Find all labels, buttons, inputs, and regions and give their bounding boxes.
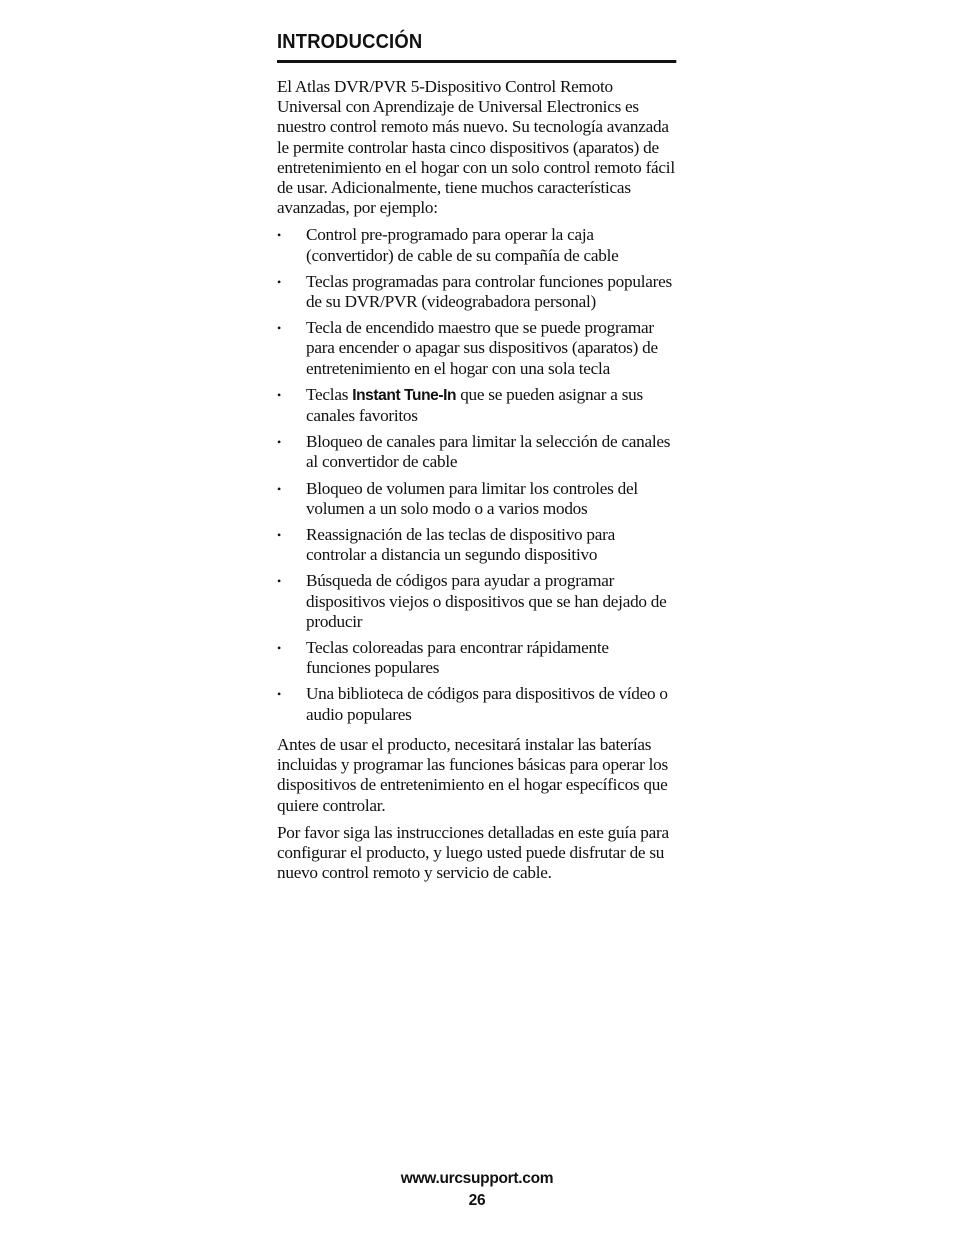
intro-paragraph: El Atlas DVR/PVR 5-Dispositivo Control Remoto Universal con Aprendizaje de Universal Electronics es nuestro control remoto más nuevo. Su tecnología avanzada le permite controlar hasta cinco dispositivos (aparatos) de entretenimiento en el hogar con un solo control remoto fácil de usar. Adicionalmente, tiene muchos características avanzadas, por ejemplo: [277,77,675,218]
page-content [277,28,677,883]
feature-text: Teclas programadas para controlar funciones populares de su DVR/PVR (videograbadora personal) [306,271,672,312]
bullet: • [277,387,281,402]
bullet: • [277,687,281,702]
bullet: • [277,435,281,450]
list-item [277,638,677,678]
bullet: • [277,528,281,543]
list-item [277,272,677,312]
instant-tune-in-label: Instant Tune-In [352,386,457,404]
list-item [277,318,677,379]
feature-text: Teclas coloreadas para encontrar rápidamente funciones populares [306,638,609,678]
feature-list [277,225,677,724]
list-item [277,225,677,265]
feature-text: Bloqueo de volumen para limitar los controles del volumen a un solo modo o a varios modos [306,478,638,518]
body-text [277,77,677,883]
bullet: • [277,641,281,656]
page-footer [0,1168,954,1212]
list-item [277,479,677,519]
footer-url: www.urcsupport.com [400,1170,554,1187]
bullet: • [277,321,281,336]
list-item [277,385,677,426]
list-item [277,571,677,632]
list-item [277,525,677,565]
bullet: • [277,481,281,496]
bullet: • [277,274,281,289]
bullet: • [277,228,281,243]
bullet: • [277,574,281,589]
list-item [277,684,677,724]
closing-paragraph-1: Antes de usar el producto, necesitará instalar las baterías incluidas y programar las funciones básicas para operar los dispositivos de entretenimiento en el hogar específicos que quiere controlar. [277,734,668,815]
feature-text: Tecla de encendido maestro que se puede programar para encender o apagar sus dispositivos (aparatos) de entretenimiento en el hogar con una sola tecla [306,318,658,378]
section-heading: INTRODUCCIÓN [277,28,676,63]
feature-text: Reassignación de las teclas de dispositivo para controlar a distancia un segundo dispositivo [306,525,615,565]
feature-text-after: que se pueden asignar a sus canales favoritos [306,384,643,426]
list-item [277,432,677,472]
closing-paragraph-2: Por favor siga las instrucciones detalladas en este guía para configurar el producto, y luego usted puede disfrutar de su nuevo control remoto y servicio de cable. [277,822,669,883]
feature-text-before: Teclas [306,384,353,404]
feature-text: Una biblioteca de códigos para dispositivos de vídeo o audio populares [306,684,668,724]
page-number: 26 [468,1192,486,1209]
feature-text: Control pre-programado para operar la caja (convertidor) de cable de su compañía de cable [306,225,619,265]
feature-text: Bloqueo de canales para limitar la selección de canales al convertidor de cable [306,432,671,472]
feature-text: Búsqueda de códigos para ayudar a programar dispositivos viejos o dispositivos que se han dejado de producir [306,571,667,631]
